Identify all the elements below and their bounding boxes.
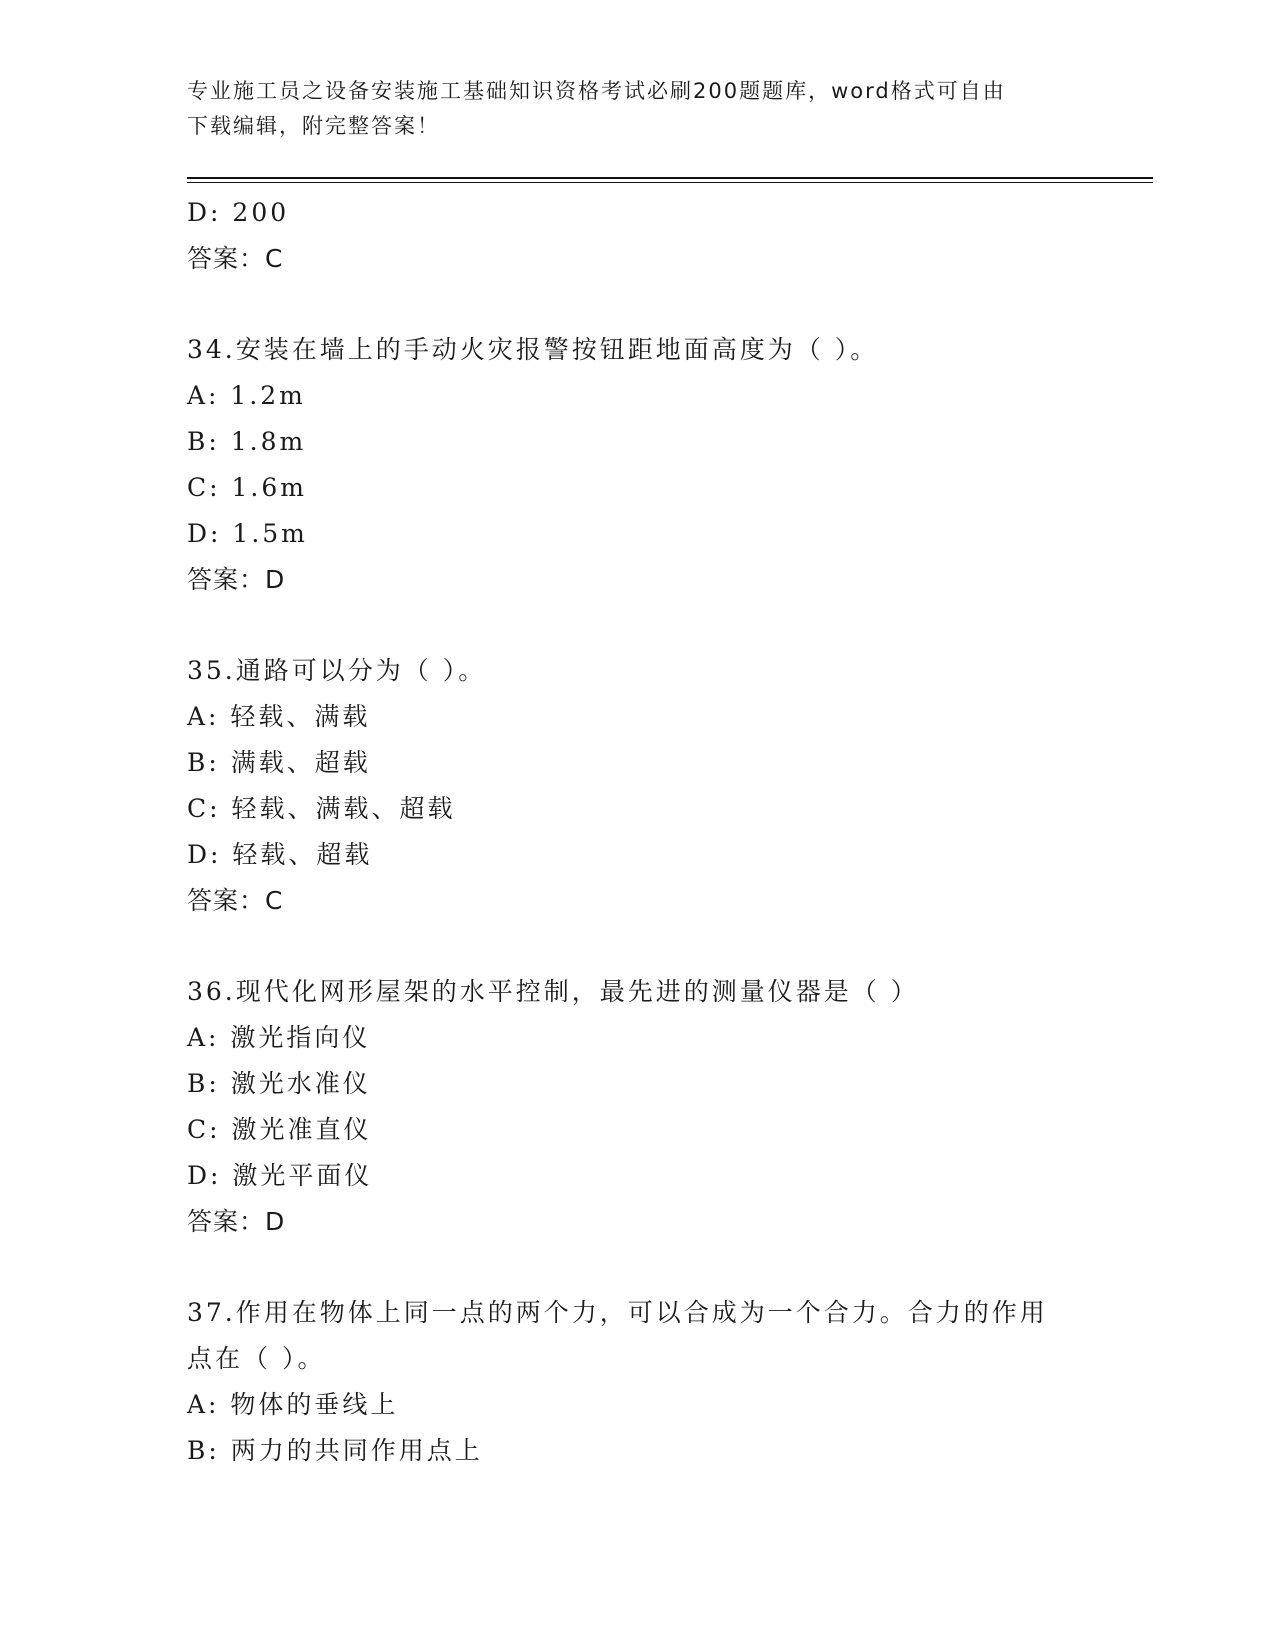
header-title-line-1: 专业施工员之设备安装施工基础知识资格考试必刷200题题库，word格式可自由 — [187, 79, 1006, 103]
question-stem-line-1: 37.作用在物体上同一点的两个力，可以合成为一个合力。合力的作用 — [187, 1298, 1048, 1327]
prev-answer: 答案：C — [187, 244, 284, 273]
prev-option-d: D: 200 — [187, 198, 290, 227]
option-b: B: 激光水准仪 — [187, 1069, 371, 1098]
header-title-line-2: 下载编辑，附完整答案！ — [187, 114, 440, 138]
answer: 答案：C — [187, 886, 284, 915]
option-b: B: 满载、超载 — [187, 748, 371, 777]
option-a: A: 激光指向仪 — [187, 1023, 371, 1052]
question-35 — [187, 648, 1097, 924]
option-c: C: 轻载、满载、超载 — [187, 794, 456, 823]
answer: 答案：D — [187, 1207, 286, 1236]
document-header — [187, 74, 1087, 144]
question-34 — [187, 327, 1097, 603]
option-c: C: 激光准直仪 — [187, 1115, 372, 1144]
question-stem: 36.现代化网形屋架的水平控制，最先进的测量仪器是（ ） — [187, 977, 919, 1006]
header-rule-thin — [187, 182, 1153, 183]
option-a: A: 轻载、满载 — [187, 702, 371, 731]
option-a: A: 物体的垂线上 — [187, 1390, 399, 1419]
option-d: D: 轻载、超载 — [187, 840, 373, 869]
answer: 答案：D — [187, 565, 286, 594]
option-c: C: 1.6m — [187, 473, 307, 502]
question-list — [187, 190, 1097, 1474]
question-36 — [187, 969, 1097, 1245]
option-d: D: 1.5m — [187, 519, 308, 548]
option-b: B: 1.8m — [187, 427, 307, 456]
question-stem: 35.通路可以分为（ ）。 — [187, 656, 487, 685]
question-stem-line-2: 点在（ ）。 — [187, 1344, 326, 1373]
question-37 — [187, 1290, 1097, 1474]
header-rule-thick — [187, 177, 1153, 179]
option-d: D: 激光平面仪 — [187, 1161, 373, 1190]
option-b: B: 两力的共同作用点上 — [187, 1436, 483, 1465]
option-a: A: 1.2m — [187, 381, 306, 410]
question-stem: 34.安装在墙上的手动火灾报警按钮距地面高度为（ ）。 — [187, 335, 879, 364]
